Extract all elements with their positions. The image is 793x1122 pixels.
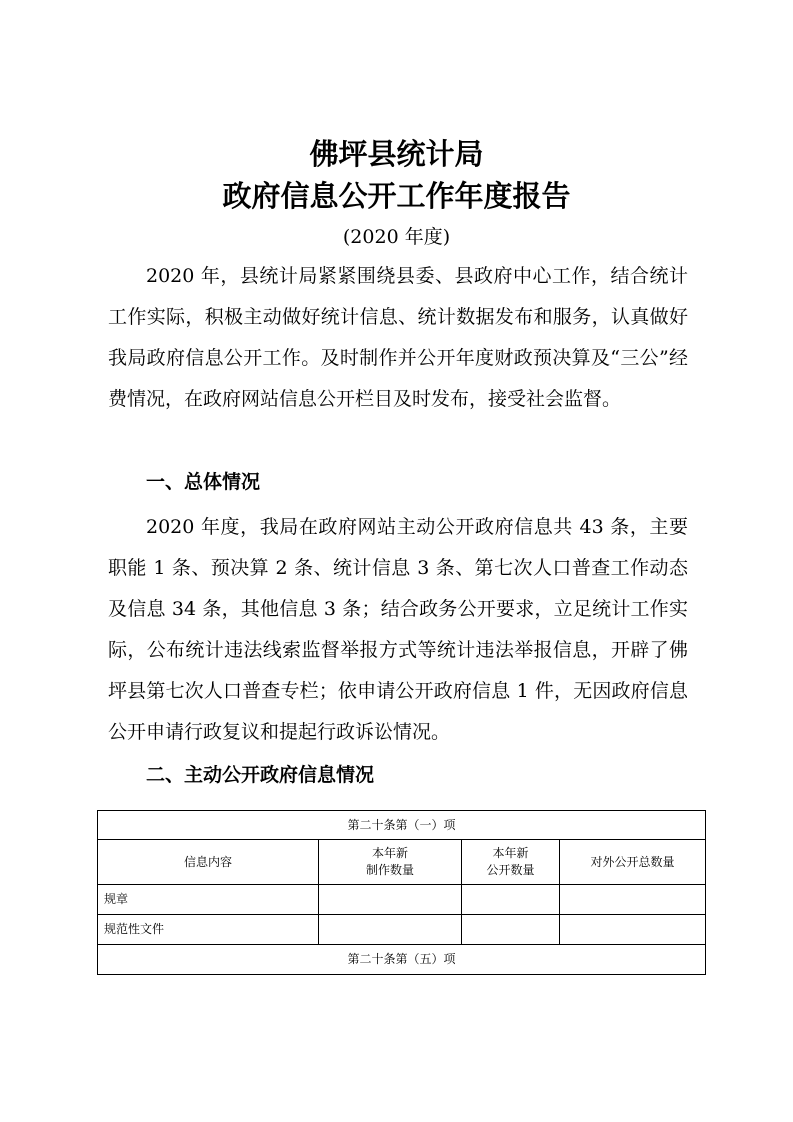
intro-paragraph: 2020 年，县统计局紧紧围绕县委、县政府中心工作，结合统计工作实际，积极主动做好统计信息、统计数据发布和服务，认真做好我局政府信息公开工作。及时制作并公开年度财政预决算及“三公”经费情况，在政府网站信息公开栏目及时发布，接受社会监督。 [108,265,688,410]
row-label: 规章 [98,885,319,915]
table-section-row [98,945,706,975]
header-made-line2: 制作数量 [365,863,414,877]
row-made [319,885,462,915]
disclosure-table [97,810,706,975]
table-section-label: 第二十条第（一）项 [98,811,706,840]
row-total [560,915,706,945]
header-total-count: 对外公开总数量 [560,840,706,885]
report-title-agency: 佛坪县统计局 [309,137,484,171]
section-heading-active-disclosure: 二、主动公开政府信息情况 [146,764,375,786]
report-year: (2020 年度) [342,226,451,248]
report-title: 政府信息公开工作年度报告 [222,179,571,213]
header-made-count [319,840,462,885]
overview-paragraph: 2020 年度，我局在政府网站主动公开政府信息共 43 条，主要职能 1 条、预决算 2 条、统计信息 3 条、第七次人口普查工作动态及信息 34 条，其他信息 3 条；结合政务公开要求，立足统计工作实际，公布统计违法线索监督举报方式等统计违法举报信息，开辟了佛坪县第七次人口普查专栏；依申请公开政府信息 1 件，无因政府信息公开申请行政复议和提起行政诉讼情况。 [108,516,688,743]
header-published-line1: 本年新 [492,846,529,860]
table-section-row [98,811,706,840]
row-published [462,915,560,945]
section-heading-overview: 一、总体情况 [146,471,261,493]
table-header-row [98,840,706,885]
header-published-line2: 公开数量 [486,863,535,877]
table-section-label: 第二十条第（五）项 [98,945,706,975]
row-label: 规范性文件 [98,915,319,945]
header-published-count [462,840,560,885]
table-row [98,885,706,915]
table-row [98,915,706,945]
row-made [319,915,462,945]
header-content: 信息内容 [98,840,319,885]
header-made-line1: 本年新 [371,846,408,860]
row-total [560,885,706,915]
row-published [462,885,560,915]
